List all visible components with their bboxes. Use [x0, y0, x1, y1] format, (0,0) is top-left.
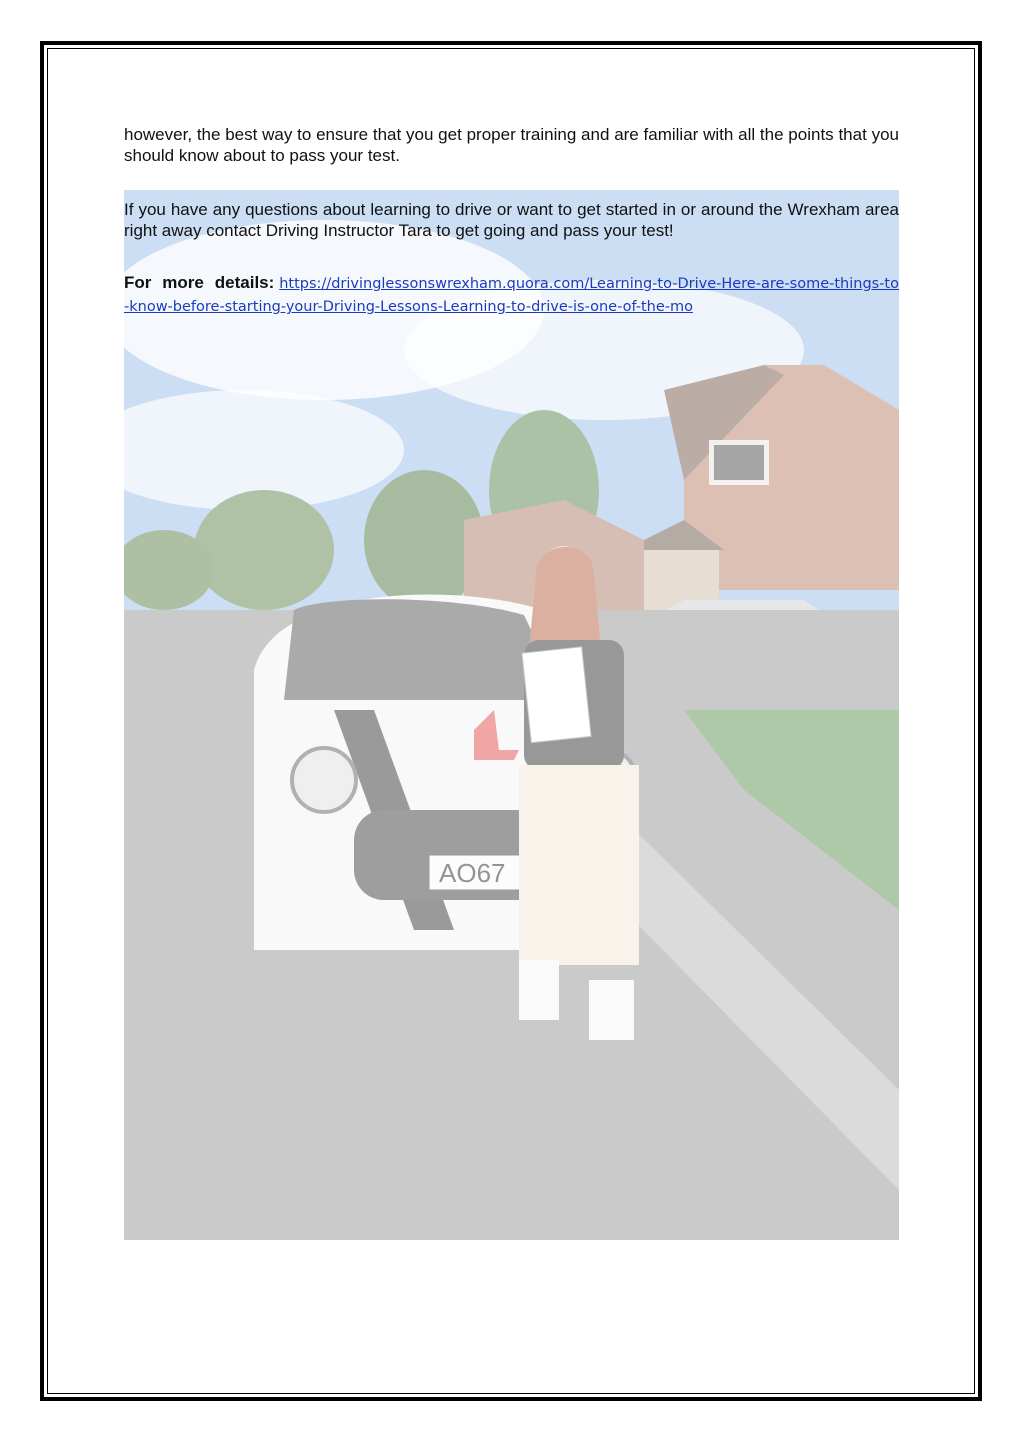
details-paragraph [124, 272, 899, 318]
svg-text:AO67: AO67 [439, 858, 506, 888]
intro-paragraph: however, the best way to ensure that you get proper training and are familiar with all the points that you should know about to pass your test. [124, 125, 899, 165]
contact-paragraph: If you have any questions about learning to drive or want to get started in or around the Wrexham area right away contact Driving Instructor Tara to get going and pass your test! [124, 200, 899, 240]
details-link[interactable]: https://drivinglessonswrexham.quora.com/Learning-to-Drive-Here-are-some-things-to-know-before-starting-your-Driving-Lessons-Learning-to-drive-is-one-of-the-mo [124, 276, 899, 315]
details-label: For more details: [124, 273, 275, 292]
page-border [40, 41, 982, 1401]
